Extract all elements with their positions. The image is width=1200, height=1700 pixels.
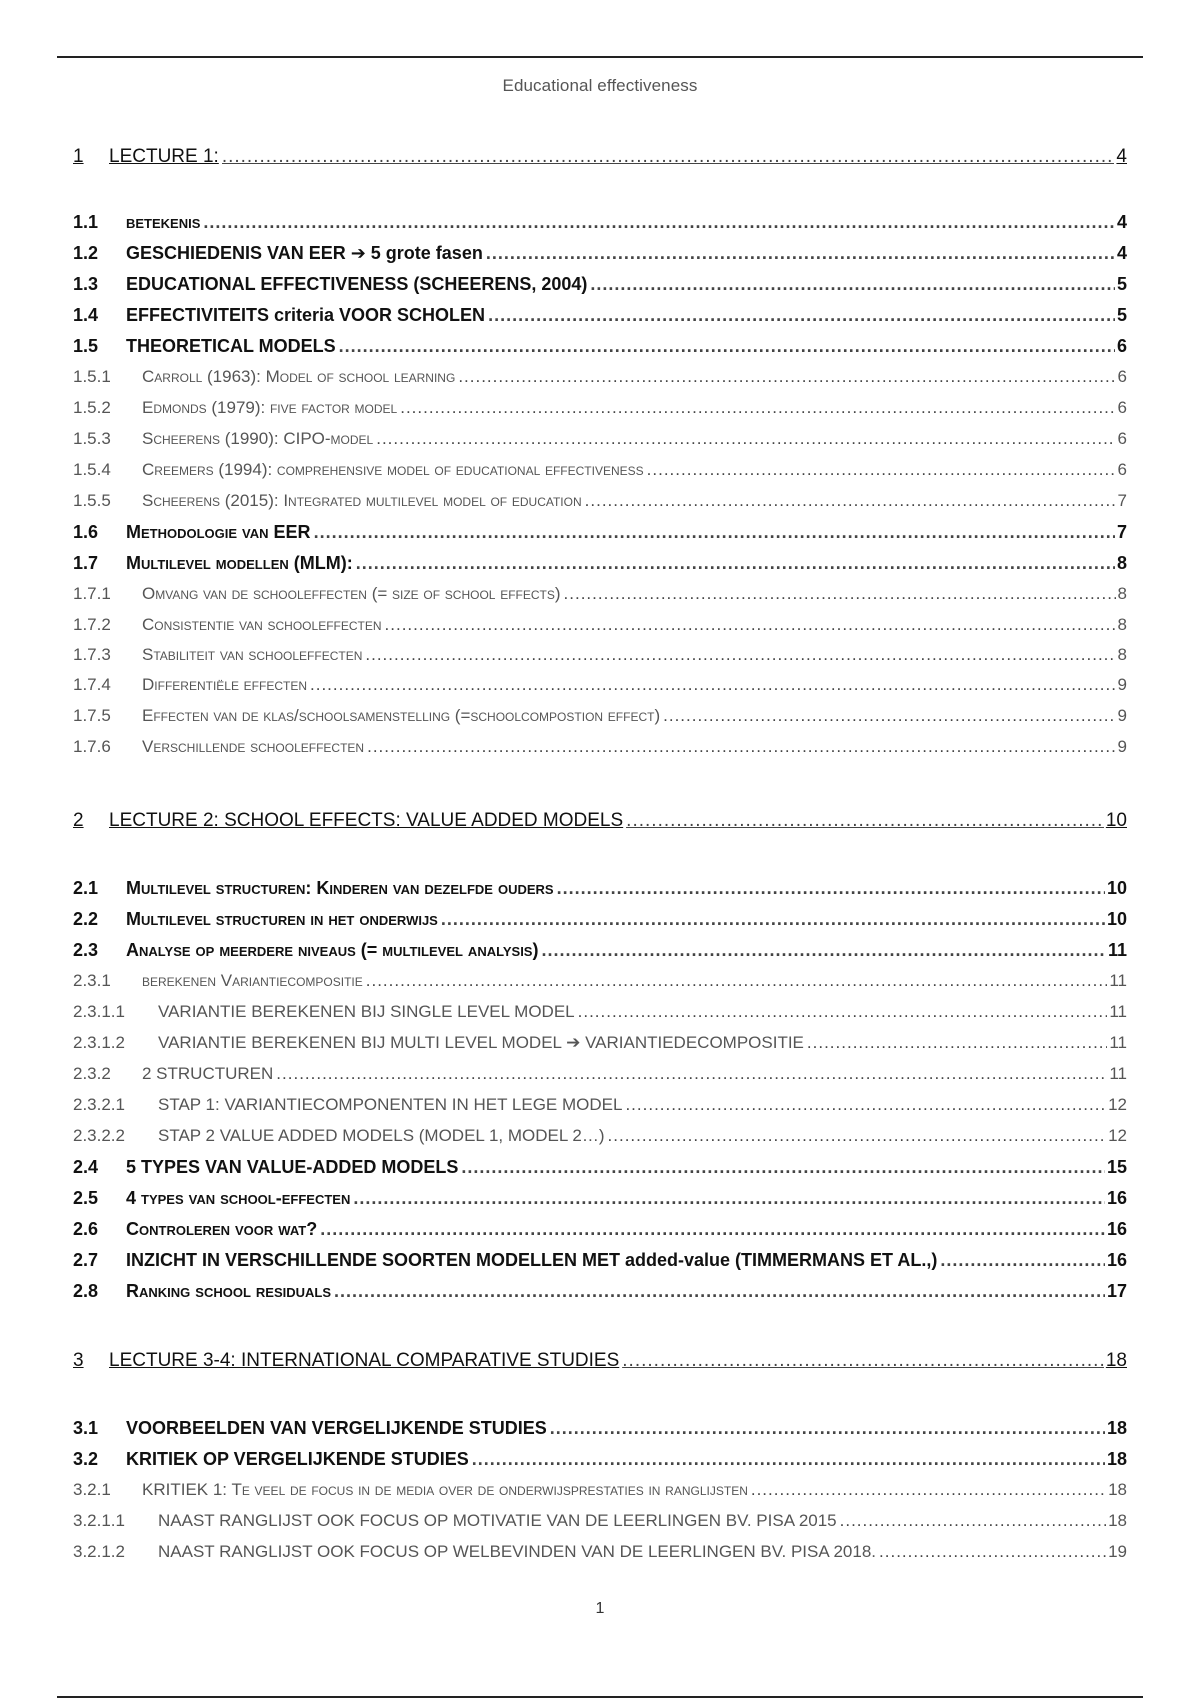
toc-entry-number: 1.1 xyxy=(73,212,99,232)
toc-entry-page: 4 xyxy=(1116,146,1127,167)
toc-entry-title: Carroll (1963): Model of school learning xyxy=(142,367,456,386)
toc-entry-page: 7 xyxy=(1117,491,1127,510)
toc-entry[interactable] xyxy=(73,243,1127,264)
toc-entry-title: Methodologie van EER xyxy=(126,522,311,542)
toc-entry-number: 3.2.1 xyxy=(73,1480,111,1499)
toc-entry-number: 1.2 xyxy=(73,243,99,263)
toc-dot-leader xyxy=(314,522,1115,543)
toc-dot-leader xyxy=(541,940,1106,961)
toc-entry-title: Creemers (1994): comprehensive model of educational effectiveness xyxy=(142,460,644,479)
toc-entry-title: NAAST RANGLIJST OOK FOCUS OP MOTIVATIE VAN DE LEERLINGEN BV. PISA 2015 xyxy=(158,1511,837,1530)
toc-entry-page: 6 xyxy=(1117,460,1127,479)
toc-entry-title: KRITIEK OP VERGELIJKENDE STUDIES xyxy=(126,1449,469,1469)
toc-entry-number: 1.7.3 xyxy=(73,645,111,664)
toc-entry[interactable] xyxy=(73,584,1127,604)
toc-entry-title: 2 STRUCTUREN xyxy=(142,1064,274,1083)
toc-entry-title: Differentiële effecten xyxy=(142,675,308,694)
toc-entry-page: 10 xyxy=(1106,909,1127,929)
toc-dot-leader xyxy=(320,1219,1105,1240)
toc-entry-title: Verschillende schooleffecten xyxy=(142,737,365,756)
toc-entry-page: 5 xyxy=(1116,305,1127,325)
toc-entry[interactable] xyxy=(73,553,1127,574)
toc-entry-number: 2.7 xyxy=(73,1250,99,1270)
toc-dot-leader xyxy=(276,1064,1107,1084)
toc-dot-leader xyxy=(356,553,1115,574)
toc-entry-page: 8 xyxy=(1117,615,1127,634)
toc-entry-number: 2.5 xyxy=(73,1188,99,1208)
toc-entry-number: 2.6 xyxy=(73,1219,99,1239)
toc-entry-title: Controleren voor wat? xyxy=(126,1219,318,1239)
toc-entry-number: 2.3 xyxy=(73,940,99,960)
toc-entry[interactable] xyxy=(73,1126,1127,1146)
toc-entry-number: 2.4 xyxy=(73,1157,99,1177)
toc-dot-leader xyxy=(663,706,1115,726)
toc-entry-title: THEORETICAL MODELS xyxy=(126,336,336,356)
toc-dot-leader xyxy=(585,491,1116,511)
toc-entry-number: 2.1 xyxy=(73,878,99,898)
toc-entry-page: 9 xyxy=(1117,737,1127,756)
toc-entry-page: 16 xyxy=(1106,1188,1127,1208)
toc-entry-title: VARIANTIE BEREKENEN BIJ SINGLE LEVEL MODEL xyxy=(158,1002,575,1021)
toc-dot-leader xyxy=(385,615,1116,635)
toc-dot-leader xyxy=(458,367,1115,387)
toc-entry-title: Consistentie van schooleffecten xyxy=(142,615,382,634)
toc-entry[interactable] xyxy=(73,1219,1127,1240)
toc-dot-leader xyxy=(608,1126,1107,1146)
toc-entry-title: Scheerens (2015): Integrated multilevel model of education xyxy=(142,491,582,510)
toc-entry-title: 4 types van school-effecten xyxy=(126,1188,351,1208)
toc-entry-title: LECTURE 2: SCHOOL EFFECTS: VALUE ADDED MODELS xyxy=(109,810,624,831)
toc-entry-page: 18 xyxy=(1106,1449,1127,1469)
toc-dot-leader xyxy=(339,336,1115,357)
toc-entry-number: 1.7 xyxy=(73,553,99,573)
toc-entry-title: VOORBEELDEN VAN VERGELIJKENDE STUDIES xyxy=(126,1418,547,1438)
toc-entry-number: 1.7.5 xyxy=(73,706,111,725)
toc-entry-page: 11 xyxy=(1109,1033,1127,1052)
toc-entry-page: 4 xyxy=(1116,243,1127,263)
toc-entry-number: 1.7.6 xyxy=(73,737,111,756)
toc-entry[interactable] xyxy=(73,971,1127,991)
toc-entry-title: Analyse op meerdere niveaus (= multilevel analysis) xyxy=(126,940,539,960)
toc-dot-leader xyxy=(879,1542,1106,1562)
toc-dot-leader xyxy=(590,274,1115,295)
toc-entry-title: Ranking school residuals xyxy=(126,1281,332,1301)
toc-entry-number: 2.8 xyxy=(73,1281,99,1301)
toc-entry-number: 3.2 xyxy=(73,1449,99,1469)
toc-entry[interactable] xyxy=(73,274,1127,295)
toc-entry-title: Multilevel modellen (MLM): xyxy=(126,553,353,573)
toc-entry-title: Edmonds (1979): five factor model xyxy=(142,398,398,417)
toc-dot-leader xyxy=(365,645,1115,665)
toc-entry[interactable] xyxy=(73,615,1127,635)
toc-entry[interactable] xyxy=(73,1188,1127,1209)
toc-entry-page: 18 xyxy=(1108,1511,1127,1530)
page-number: 1 xyxy=(595,1600,605,1617)
toc-entry-page: 6 xyxy=(1117,429,1127,448)
toc-dot-leader xyxy=(400,398,1115,418)
toc-entry-title: Effecten van de klas/schoolsamenstelling (=schoolcompostion effect) xyxy=(142,706,661,725)
toc-dot-leader xyxy=(647,460,1116,480)
toc-dot-leader xyxy=(751,1480,1106,1500)
toc-entry-title: KRITIEK 1: Te veel de focus in de media over de onderwijsprestaties in ranglijsten xyxy=(142,1480,748,1499)
toc-entry-title: Multilevel structuren: Kinderen van dezelfde ouders xyxy=(126,878,554,898)
toc-dot-leader xyxy=(461,1157,1105,1178)
toc-entry[interactable] xyxy=(73,878,1127,899)
toc-entry-number: 1.6 xyxy=(73,522,99,542)
toc-dot-leader xyxy=(622,1350,1104,1372)
toc-entry-page: 7 xyxy=(1116,522,1127,542)
toc-entry-page: 8 xyxy=(1117,584,1127,603)
toc-entry[interactable] xyxy=(73,737,1127,757)
toc-entry[interactable] xyxy=(73,429,1127,449)
toc-entry-number: 1.5.5 xyxy=(73,491,111,510)
toc-entry[interactable] xyxy=(73,491,1127,511)
toc-entry[interactable] xyxy=(73,305,1127,326)
toc-entry-title: STAP 2 VALUE ADDED MODELS (MODEL 1, MODEL 2…) xyxy=(158,1126,605,1145)
toc-entry[interactable] xyxy=(73,336,1127,357)
toc-entry-page: 17 xyxy=(1106,1281,1127,1301)
toc-entry-title: VARIANTIE BEREKENEN BIJ MULTI LEVEL MODEL ➔ VARIANTIEDECOMPOSITIE xyxy=(158,1033,804,1052)
toc-entry[interactable] xyxy=(73,212,1127,233)
toc-dot-leader xyxy=(564,584,1116,604)
toc-entry[interactable] xyxy=(73,1250,1127,1271)
toc-entry[interactable] xyxy=(73,367,1127,387)
toc-dot-leader xyxy=(367,737,1115,757)
toc-entry[interactable] xyxy=(73,1418,1127,1439)
toc-entry-page: 9 xyxy=(1117,675,1127,694)
toc-entry[interactable] xyxy=(73,909,1127,930)
toc-entry-number: 3.2.1.2 xyxy=(73,1542,125,1561)
toc-dot-leader xyxy=(486,243,1115,264)
toc-entry[interactable] xyxy=(73,645,1127,665)
toc-entry-title: Multilevel structuren in het onderwijs xyxy=(126,909,438,929)
toc-entry-number: 1.5.1 xyxy=(73,367,111,386)
toc-entry[interactable] xyxy=(73,460,1127,480)
toc-entry-title: LECTURE 3-4: INTERNATIONAL COMPARATIVE STUDIES xyxy=(109,1350,620,1371)
toc-entry-title: Stabiliteit van schooleffecten xyxy=(142,645,363,664)
toc-dot-leader xyxy=(441,909,1105,930)
toc-entry-page: 18 xyxy=(1108,1480,1127,1499)
toc-entry[interactable] xyxy=(73,1449,1127,1470)
toc-entry-page: 8 xyxy=(1116,553,1127,573)
toc-entry-page: 19 xyxy=(1108,1542,1127,1561)
toc-entry-title: GESCHIEDENIS VAN EER ➔ 5 grote fasen xyxy=(126,243,483,263)
toc-dot-leader xyxy=(625,1095,1106,1115)
toc-entry-page: 12 xyxy=(1108,1126,1127,1145)
toc-entry[interactable] xyxy=(73,1002,1127,1022)
toc-dot-leader xyxy=(940,1250,1105,1271)
toc-entry-number: 2.3.1.2 xyxy=(73,1033,125,1052)
toc-dot-leader xyxy=(472,1449,1105,1470)
toc-dot-leader xyxy=(366,971,1108,991)
toc-entry-number: 1.5 xyxy=(73,336,99,356)
toc-entry-title: STAP 1: VARIANTIECOMPONENTEN IN HET LEGE MODEL xyxy=(158,1095,623,1114)
toc-entry-page: 18 xyxy=(1106,1418,1127,1438)
toc-entry-number: 2.3.2.1 xyxy=(73,1095,125,1114)
toc-entry[interactable] xyxy=(73,398,1127,418)
toc-dot-leader xyxy=(203,212,1115,233)
toc-entry-page: 6 xyxy=(1116,336,1127,356)
toc-entry-page: 16 xyxy=(1106,1250,1127,1270)
toc-entry-number: 2.2 xyxy=(73,909,99,929)
toc-entry-number: 1.7.2 xyxy=(73,615,111,634)
toc-dot-leader xyxy=(840,1511,1106,1531)
toc-dot-leader xyxy=(626,810,1104,832)
toc-dot-leader xyxy=(557,878,1105,899)
toc-entry[interactable] xyxy=(73,1281,1127,1302)
toc-dot-leader xyxy=(334,1281,1105,1302)
toc-entry[interactable] xyxy=(73,1095,1127,1115)
toc-entry-title: Scheerens (1990): CIPO-model xyxy=(142,429,374,448)
toc-dot-leader xyxy=(550,1418,1105,1439)
toc-entry[interactable] xyxy=(73,1511,1127,1531)
toc-entry-title: INZICHT IN VERSCHILLENDE SOORTEN MODELLEN MET added-value (TIMMERMANS ET AL.,) xyxy=(126,1250,938,1270)
toc-entry-number: 1.7.1 xyxy=(73,584,111,603)
toc-entry-page: 6 xyxy=(1117,367,1127,386)
toc-entry-page: 11 xyxy=(1109,1002,1127,1021)
toc-dot-leader xyxy=(578,1002,1108,1022)
toc-dot-leader xyxy=(310,675,1116,695)
toc-entry[interactable] xyxy=(73,940,1127,961)
toc-entry[interactable] xyxy=(73,706,1127,726)
toc-entry[interactable] xyxy=(73,1542,1127,1562)
toc-entry-page: 6 xyxy=(1117,398,1127,417)
toc-entry-page: 15 xyxy=(1106,1157,1127,1177)
toc-entry[interactable] xyxy=(73,1033,1127,1053)
toc-entry-page: 5 xyxy=(1116,274,1127,294)
toc-entry-title: betekenis xyxy=(126,212,201,232)
toc-entry-number: 2.3.2 xyxy=(73,1064,111,1083)
footer-rule xyxy=(57,1696,1143,1698)
toc-entry-page: 11 xyxy=(1109,971,1127,990)
toc-entry[interactable] xyxy=(73,522,1127,543)
toc-entry-number: 3 xyxy=(73,1350,84,1371)
toc-entry-number: 2.3.1 xyxy=(73,971,111,990)
toc-entry-title: 5 TYPES VAN VALUE-ADDED MODELS xyxy=(126,1157,459,1177)
toc-entry-number: 1.5.2 xyxy=(73,398,111,417)
toc-dot-leader xyxy=(488,305,1115,326)
toc-entry-title: LECTURE 1: xyxy=(109,146,219,167)
toc-entry-number: 2 xyxy=(73,810,84,831)
toc-entry-page: 8 xyxy=(1117,645,1127,664)
toc-entry-page: 12 xyxy=(1108,1095,1127,1114)
toc-entry-page: 11 xyxy=(1107,940,1127,960)
toc-entry-title: Omvang van de schooleffecten (= size of school effects) xyxy=(142,584,561,603)
toc-entry-page: 18 xyxy=(1105,1350,1127,1371)
toc-entry-number: 3.1 xyxy=(73,1418,99,1438)
toc-entry[interactable] xyxy=(73,1350,1127,1372)
toc-entry-page: 10 xyxy=(1105,810,1127,831)
header-rule xyxy=(57,56,1143,58)
toc-entry-page: 10 xyxy=(1106,878,1127,898)
toc-entry[interactable] xyxy=(73,146,1127,168)
toc-entry-number: 1.5.3 xyxy=(73,429,111,448)
toc-entry-page: 4 xyxy=(1116,212,1127,232)
toc-entry-number: 1.3 xyxy=(73,274,99,294)
toc-entry-title: berekenen Variantiecompositie xyxy=(142,971,363,990)
toc-entry-number: 1.7.4 xyxy=(73,675,111,694)
toc-entry[interactable] xyxy=(73,1064,1127,1084)
toc-entry[interactable] xyxy=(73,1157,1127,1178)
toc-entry[interactable] xyxy=(73,1480,1127,1500)
toc-entry[interactable] xyxy=(73,810,1127,832)
toc-entry-title: EFFECTIVITEITS criteria VOOR SCHOLEN xyxy=(126,305,486,325)
toc-entry-page: 16 xyxy=(1106,1219,1127,1239)
toc-entry-page: 9 xyxy=(1117,706,1127,725)
toc-entry-number: 3.2.1.1 xyxy=(73,1511,125,1530)
toc-entry-number: 1.5.4 xyxy=(73,460,111,479)
toc-dot-leader xyxy=(222,146,1115,168)
toc-entry-title: NAAST RANGLIJST OOK FOCUS OP WELBEVINDEN VAN DE LEERLINGEN BV. PISA 2018. xyxy=(158,1542,877,1561)
toc-entry-title: EDUCATIONAL EFFECTIVENESS (SCHEERENS, 2004) xyxy=(126,274,588,294)
toc-dot-leader xyxy=(807,1033,1107,1053)
toc-entry-number: 2.3.2.2 xyxy=(73,1126,125,1145)
toc-entry-number: 1 xyxy=(73,146,84,167)
document-header-title: Educational effectiveness xyxy=(502,76,698,95)
toc-entry-number: 2.3.1.1 xyxy=(73,1002,125,1021)
toc-entry-page: 11 xyxy=(1109,1064,1127,1083)
toc-dot-leader xyxy=(353,1188,1105,1209)
toc-dot-leader xyxy=(376,429,1115,449)
toc-entry-number: 1.4 xyxy=(73,305,99,325)
toc-entry[interactable] xyxy=(73,675,1127,695)
